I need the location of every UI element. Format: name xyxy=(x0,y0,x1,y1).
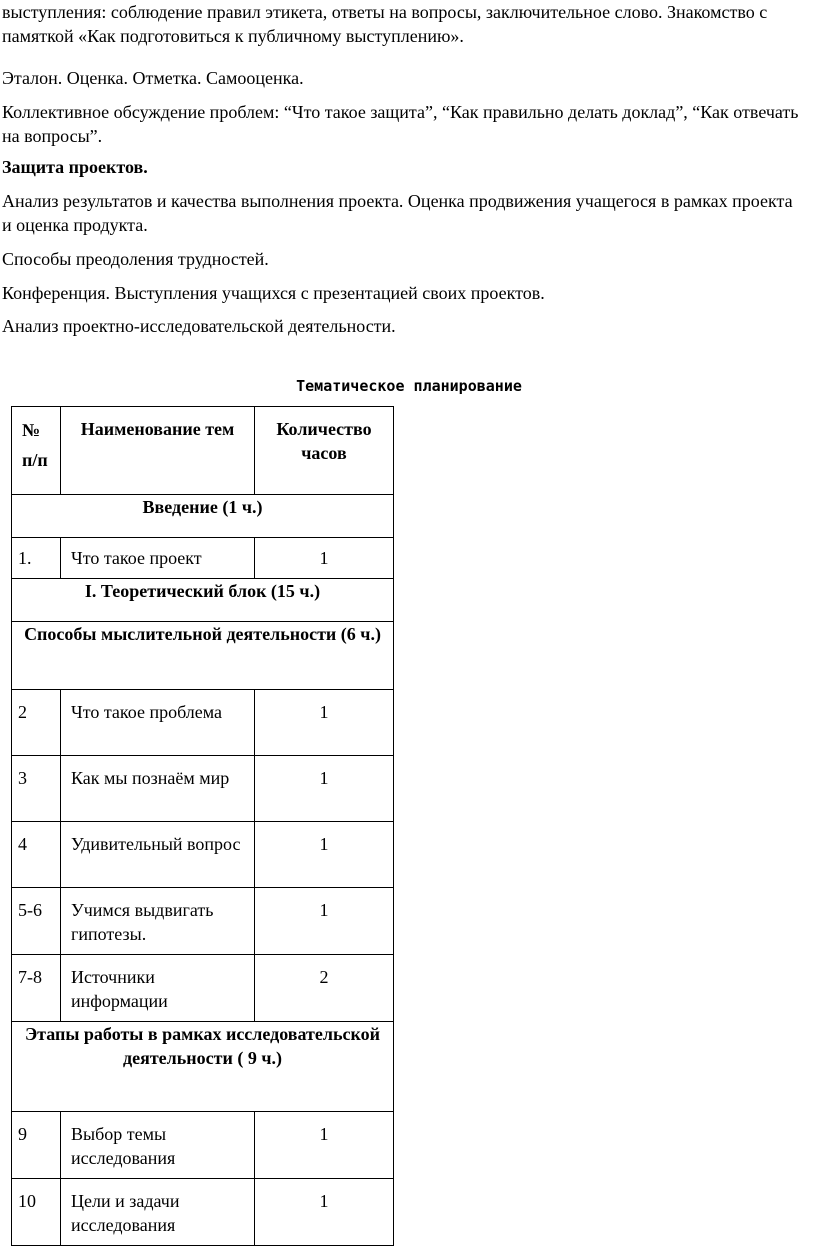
section-row-intro xyxy=(12,495,394,538)
paragraph-difficulties: Способы преодоления трудностей. xyxy=(2,249,269,269)
row-title: Что такое проект xyxy=(61,538,255,579)
row-number: 2 xyxy=(12,690,61,756)
row-title: Что такое проблема xyxy=(61,690,255,756)
table-row xyxy=(12,538,394,579)
paragraph-speech-rules: выступления: соблюдение правил этикета, ответы на вопросы, заключительное слово. Знакомство с памяткой «Как подготовиться к публичному выступлению». xyxy=(2,2,768,46)
row-number: 1. xyxy=(12,538,61,579)
table-row xyxy=(12,690,394,756)
header-number-line1: № xyxy=(22,420,41,440)
row-title: Цели и задачи исследования xyxy=(61,1179,255,1246)
paragraph-analysis: Анализ результатов и качества выполнения проекта. Оценка продвижения учащегося в рамках проекта и оценка продукта. xyxy=(2,191,793,235)
row-title: Учимся выдвигать гипотезы. xyxy=(61,888,255,955)
row-number: 5-6 xyxy=(12,888,61,955)
header-number xyxy=(12,407,61,495)
row-hours: 1 xyxy=(255,756,394,822)
table-caption-text: Тематическое планирование xyxy=(296,377,522,395)
paragraph-research-analysis: Анализ проектно-исследовательской деятельности. xyxy=(2,316,396,336)
table-header-row xyxy=(12,407,394,495)
section-title: Введение (1 ч.) xyxy=(12,495,394,538)
row-title: Удивительный вопрос xyxy=(61,822,255,888)
paragraph-conference: Конференция. Выступления учащихся с презентацией своих проектов. xyxy=(2,283,545,303)
row-title: Источники информации xyxy=(61,955,255,1022)
row-number: 10 xyxy=(12,1179,61,1246)
row-title: Выбор темы исследования xyxy=(61,1112,255,1179)
header-hours: Количество часов xyxy=(255,407,394,495)
table-row xyxy=(12,822,394,888)
table-row xyxy=(12,756,394,822)
section-title: I. Теоретический блок (15 ч.) xyxy=(12,579,394,622)
table-row xyxy=(12,1179,394,1246)
header-topic-name: Наименование тем xyxy=(61,407,255,495)
table-row xyxy=(12,955,394,1022)
header-number-line2: п/п xyxy=(22,450,48,470)
row-hours: 1 xyxy=(255,1179,394,1246)
section-title: Этапы работы в рамках исследовательской деятельности ( 9 ч.) xyxy=(12,1022,394,1112)
table-row xyxy=(12,888,394,955)
section-row-thinking xyxy=(12,622,394,690)
table-caption xyxy=(0,376,816,396)
paragraph-project-defense-heading: Защита проектов. xyxy=(2,157,148,177)
row-number: 4 xyxy=(12,822,61,888)
row-number: 9 xyxy=(12,1112,61,1179)
paragraph-discussion: Коллективное обсуждение проблем: “Что такое защита”, “Как правильно делать доклад”, “Как отвечать на вопросы”. xyxy=(2,102,799,146)
row-hours: 1 xyxy=(255,690,394,756)
section-row-stages xyxy=(12,1022,394,1112)
row-hours: 2 xyxy=(255,955,394,1022)
row-number: 7-8 xyxy=(12,955,61,1022)
row-hours: 1 xyxy=(255,538,394,579)
section-row-theory xyxy=(12,579,394,622)
thematic-plan-table xyxy=(11,406,394,1246)
paragraph-evaluation: Эталон. Оценка. Отметка. Самооценка. xyxy=(2,68,304,88)
section-title: Способы мыслительной деятельности (6 ч.) xyxy=(12,622,394,690)
row-number: 3 xyxy=(12,756,61,822)
row-hours: 1 xyxy=(255,1112,394,1179)
row-hours: 1 xyxy=(255,888,394,955)
table-row xyxy=(12,1112,394,1179)
row-title: Как мы познаём мир xyxy=(61,756,255,822)
row-hours: 1 xyxy=(255,822,394,888)
